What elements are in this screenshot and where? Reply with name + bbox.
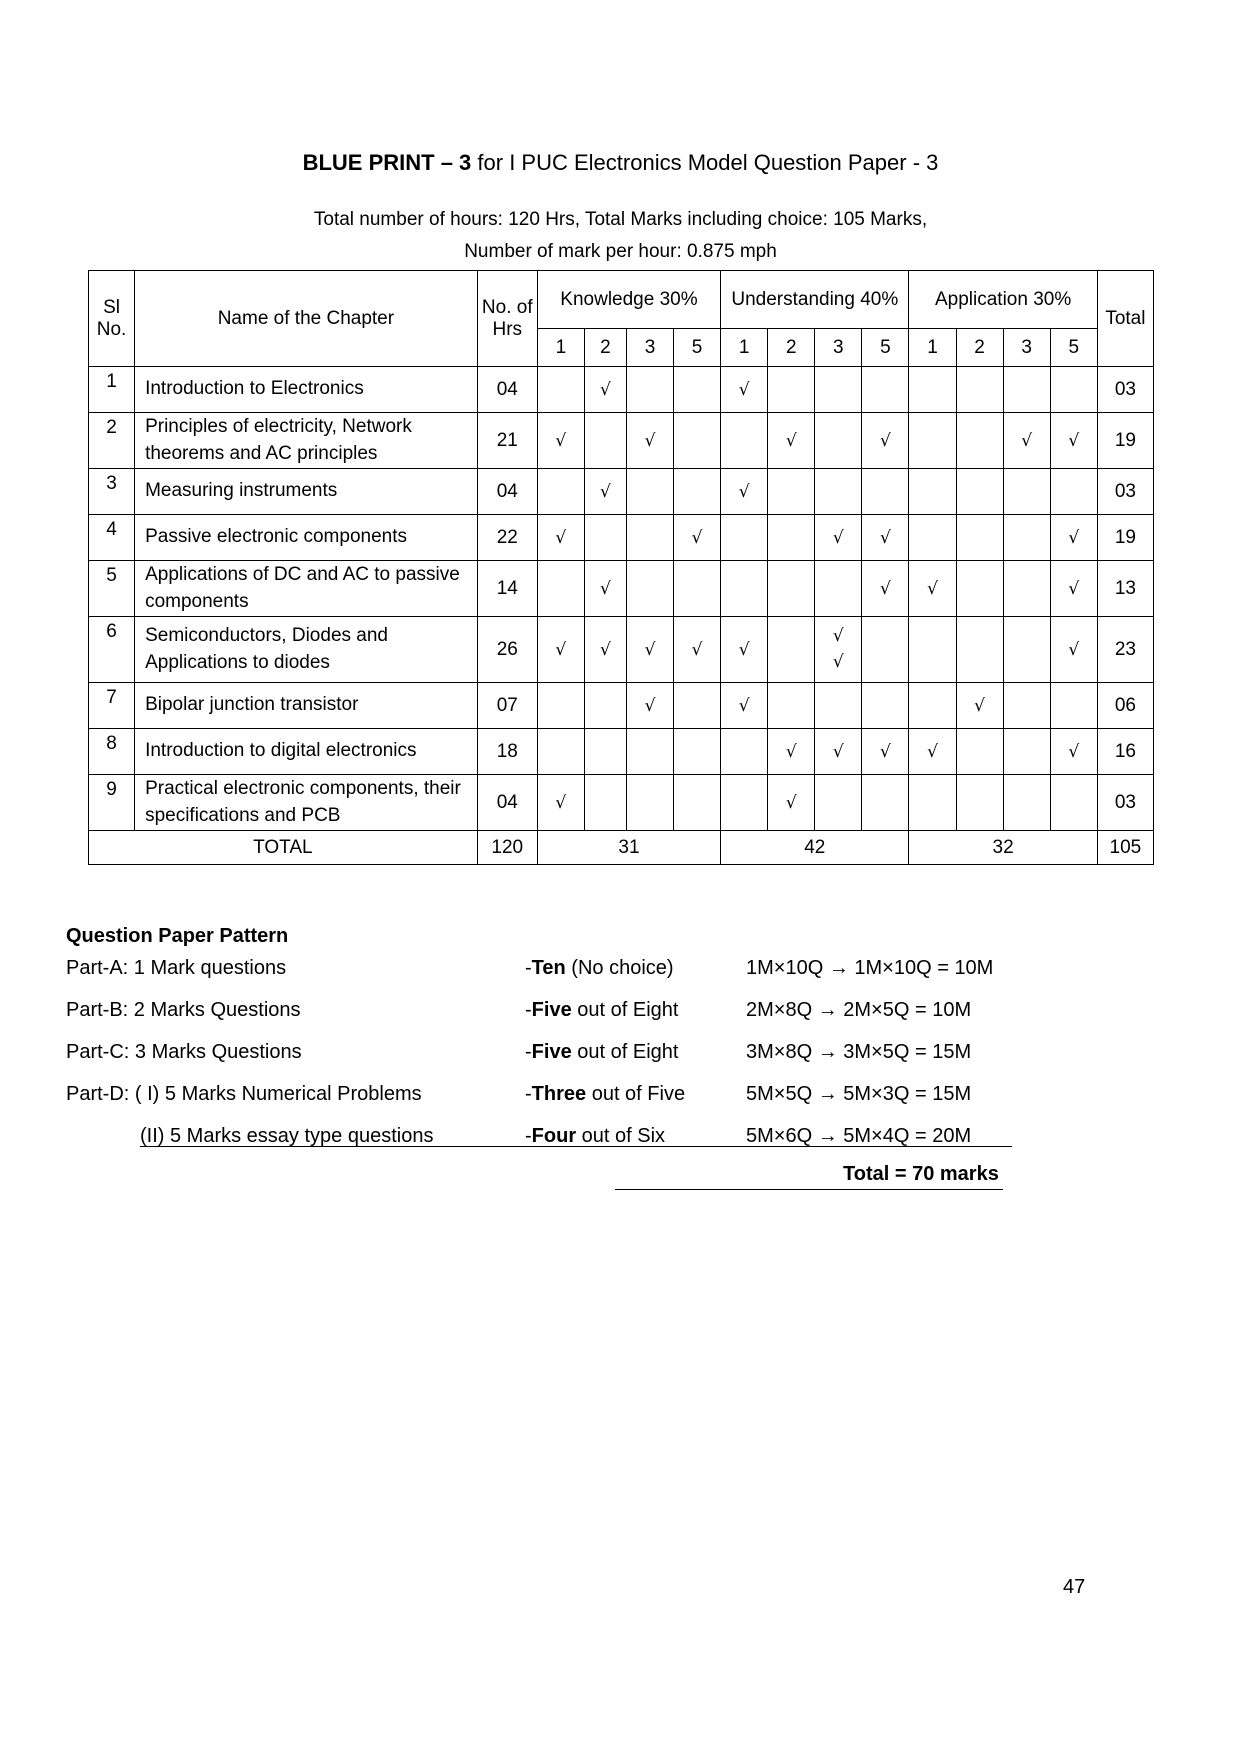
empty-cell bbox=[768, 469, 815, 515]
table-row bbox=[89, 515, 1154, 561]
row-total: 13 bbox=[1097, 561, 1153, 617]
blueprint-table-body bbox=[89, 367, 1154, 831]
subheader-mark: 2 bbox=[956, 329, 1003, 367]
row-sl-no: 6 bbox=[89, 617, 135, 683]
empty-cell bbox=[721, 775, 768, 831]
empty-cell bbox=[626, 515, 673, 561]
tick-mark-cell: √ bbox=[721, 469, 768, 515]
subheader-mark: 2 bbox=[584, 329, 626, 367]
table-row bbox=[89, 413, 1154, 469]
row-chapter-name: Applications of DC and AC to passive components bbox=[135, 561, 478, 617]
pattern-choice: -Ten (No choice) bbox=[525, 957, 674, 979]
pattern-choice: -Five out of Eight bbox=[525, 999, 679, 1021]
empty-cell bbox=[626, 729, 673, 775]
pattern-choice-bold: Four bbox=[531, 1125, 577, 1147]
tick-mark-cell: √ bbox=[1050, 617, 1097, 683]
empty-cell bbox=[956, 617, 1003, 683]
tick-mark-cell: √ bbox=[537, 413, 584, 469]
empty-cell bbox=[768, 515, 815, 561]
empty-cell bbox=[1050, 469, 1097, 515]
row-hours: 14 bbox=[477, 561, 537, 617]
pattern-choice: -Four out of Six bbox=[525, 1125, 666, 1147]
tick-mark-cell: √ bbox=[721, 617, 768, 683]
tick-mark-cell: √ bbox=[537, 617, 584, 683]
empty-cell bbox=[862, 617, 909, 683]
row-chapter-name: Introduction to Electronics bbox=[135, 367, 478, 413]
tick-mark-cell: √ bbox=[584, 561, 626, 617]
empty-cell bbox=[674, 367, 721, 413]
empty-cell bbox=[956, 515, 1003, 561]
pattern-calc: 1M×10Q → 1M×10Q = 10M bbox=[746, 957, 994, 979]
title-rest: for I PUC Electronics Model Question Paper - 3 bbox=[471, 150, 939, 175]
row-sl-no: 5 bbox=[89, 561, 135, 617]
empty-cell bbox=[909, 413, 956, 469]
row-hours: 07 bbox=[477, 683, 537, 729]
empty-cell bbox=[862, 469, 909, 515]
row-chapter-name: Practical electronic components, their specifications and PCB bbox=[135, 775, 478, 831]
subtitle-hours-marks: Total number of hours: 120 Hrs, Total Marks including choice: 105 Marks, bbox=[313, 209, 928, 230]
tick-mark-cell: √ bbox=[584, 617, 626, 683]
empty-cell bbox=[537, 367, 584, 413]
row-hours: 04 bbox=[477, 775, 537, 831]
total-label: TOTAL bbox=[89, 831, 478, 865]
empty-cell bbox=[626, 561, 673, 617]
pattern-calc: 2M×8Q → 2M×5Q = 10M bbox=[746, 999, 972, 1021]
empty-cell bbox=[862, 683, 909, 729]
row-sl-no: 1 bbox=[89, 367, 135, 413]
empty-cell bbox=[721, 729, 768, 775]
empty-cell bbox=[1003, 367, 1050, 413]
row-total: 06 bbox=[1097, 683, 1153, 729]
tick-mark-cell: √ bbox=[768, 729, 815, 775]
row-total: 16 bbox=[1097, 729, 1153, 775]
empty-cell bbox=[1003, 617, 1050, 683]
tick-mark-cell: √ bbox=[537, 775, 584, 831]
row-total: 19 bbox=[1097, 413, 1153, 469]
tick-mark-cell: √ bbox=[768, 413, 815, 469]
empty-cell bbox=[584, 775, 626, 831]
empty-cell bbox=[1003, 729, 1050, 775]
empty-cell bbox=[1003, 775, 1050, 831]
row-chapter-name: Semiconductors, Diodes and Applications to diodes bbox=[135, 617, 478, 683]
header-hours: No. of Hrs bbox=[477, 271, 537, 367]
row-hours: 21 bbox=[477, 413, 537, 469]
pattern-choice-rest: out of Eight bbox=[571, 999, 679, 1021]
empty-cell bbox=[674, 775, 721, 831]
tick-mark-cell: √ bbox=[1050, 561, 1097, 617]
pattern-underline bbox=[140, 1146, 1012, 1147]
subheader-mark: 3 bbox=[815, 329, 862, 367]
row-chapter-name: Bipolar junction transistor bbox=[135, 683, 478, 729]
empty-cell bbox=[537, 729, 584, 775]
header-application: Application 30% bbox=[909, 271, 1097, 329]
empty-cell bbox=[674, 683, 721, 729]
empty-cell bbox=[909, 683, 956, 729]
tick-mark-cell: √ bbox=[626, 413, 673, 469]
tick-mark-cell: √ bbox=[862, 515, 909, 561]
empty-cell bbox=[909, 617, 956, 683]
tick-mark-cell: √ bbox=[1003, 413, 1050, 469]
pattern-row bbox=[0, 1125, 1241, 1155]
pattern-choice-bold: Three bbox=[531, 1083, 587, 1105]
page-number: 47 bbox=[1063, 1576, 1086, 1598]
empty-cell bbox=[956, 775, 1003, 831]
table-row bbox=[89, 729, 1154, 775]
empty-cell bbox=[626, 469, 673, 515]
empty-cell bbox=[956, 561, 1003, 617]
tick-mark-cell: √ bbox=[768, 775, 815, 831]
row-sl-no: 8 bbox=[89, 729, 135, 775]
table-total-row bbox=[89, 831, 1154, 865]
row-total: 19 bbox=[1097, 515, 1153, 561]
pattern-row bbox=[0, 1041, 1241, 1071]
empty-cell bbox=[584, 413, 626, 469]
subheader-mark: 1 bbox=[721, 329, 768, 367]
empty-cell bbox=[1003, 683, 1050, 729]
tick-mark-cell bbox=[815, 617, 862, 683]
tick-mark-cell: √ bbox=[721, 683, 768, 729]
row-sl-no: 3 bbox=[89, 469, 135, 515]
empty-cell bbox=[1003, 469, 1050, 515]
tick-mark-cell: √ bbox=[674, 515, 721, 561]
tick-mark: √ bbox=[832, 651, 844, 672]
empty-cell bbox=[956, 413, 1003, 469]
pattern-choice-rest: out of Eight bbox=[571, 1041, 679, 1063]
empty-cell bbox=[815, 367, 862, 413]
header-chapter-name: Name of the Chapter bbox=[135, 271, 478, 367]
empty-cell bbox=[626, 775, 673, 831]
empty-cell bbox=[956, 469, 1003, 515]
total-underline bbox=[615, 1189, 1003, 1190]
empty-cell bbox=[537, 469, 584, 515]
pattern-choice-rest: (No choice) bbox=[565, 957, 674, 979]
subheader-mark: 5 bbox=[1050, 329, 1097, 367]
empty-cell bbox=[1050, 775, 1097, 831]
subheader-mark: 5 bbox=[862, 329, 909, 367]
tick-mark-cell: √ bbox=[1050, 729, 1097, 775]
pattern-choice-bold: Five bbox=[531, 1041, 572, 1063]
empty-cell bbox=[815, 683, 862, 729]
row-sl-no: 7 bbox=[89, 683, 135, 729]
empty-cell bbox=[862, 775, 909, 831]
empty-cell bbox=[584, 515, 626, 561]
pattern-choice-rest: out of Five bbox=[586, 1083, 686, 1105]
tick-mark: √ bbox=[832, 626, 844, 646]
total-application: 32 bbox=[909, 831, 1097, 865]
empty-cell bbox=[909, 469, 956, 515]
tick-mark-cell: √ bbox=[909, 729, 956, 775]
subtitle-mark-per-hour: Number of mark per hour: 0.875 mph bbox=[464, 241, 777, 262]
empty-cell bbox=[956, 367, 1003, 413]
row-sl-no: 9 bbox=[89, 775, 135, 831]
header-understanding: Understanding 40% bbox=[721, 271, 909, 329]
empty-cell bbox=[815, 413, 862, 469]
tick-mark-cell: √ bbox=[626, 617, 673, 683]
header-sl-no: Sl No. bbox=[89, 271, 135, 367]
pattern-part: Part-C: 3 Marks Questions bbox=[66, 1041, 302, 1063]
header-knowledge: Knowledge 30% bbox=[537, 271, 720, 329]
pattern-total: Total = 70 marks bbox=[843, 1163, 999, 1185]
header-total: Total bbox=[1097, 271, 1153, 367]
subheader-mark: 3 bbox=[626, 329, 673, 367]
empty-cell bbox=[956, 729, 1003, 775]
blueprint-table bbox=[88, 270, 1154, 865]
tick-mark-cell: √ bbox=[1050, 413, 1097, 469]
empty-cell bbox=[1050, 367, 1097, 413]
tick-mark-cell: √ bbox=[1050, 515, 1097, 561]
pattern-choice: -Three out of Five bbox=[525, 1083, 686, 1105]
row-total: 03 bbox=[1097, 367, 1153, 413]
empty-cell bbox=[537, 683, 584, 729]
pattern-part: (II) 5 Marks essay type questions bbox=[140, 1125, 434, 1147]
row-chapter-name: Principles of electricity, Network theorems and AC principles bbox=[135, 413, 478, 469]
empty-cell bbox=[815, 469, 862, 515]
pattern-calc: 5M×6Q → 5M×4Q = 20M bbox=[746, 1125, 972, 1147]
pattern-row bbox=[0, 957, 1241, 987]
total-marks: 105 bbox=[1097, 831, 1153, 865]
pattern-part: Part-A: 1 Mark questions bbox=[66, 957, 287, 979]
row-sl-no: 2 bbox=[89, 413, 135, 469]
total-knowledge: 31 bbox=[537, 831, 720, 865]
table-row bbox=[89, 367, 1154, 413]
empty-cell bbox=[768, 683, 815, 729]
empty-cell bbox=[768, 367, 815, 413]
empty-cell bbox=[721, 413, 768, 469]
row-hours: 04 bbox=[477, 367, 537, 413]
empty-cell bbox=[1003, 515, 1050, 561]
pattern-choice-bold: Five bbox=[531, 999, 572, 1021]
table-row bbox=[89, 561, 1154, 617]
empty-cell bbox=[674, 469, 721, 515]
tick-mark-cell: √ bbox=[815, 729, 862, 775]
empty-cell bbox=[909, 775, 956, 831]
subheader-mark: 1 bbox=[537, 329, 584, 367]
total-understanding: 42 bbox=[721, 831, 909, 865]
row-hours: 26 bbox=[477, 617, 537, 683]
subheader-mark: 2 bbox=[768, 329, 815, 367]
empty-cell bbox=[674, 413, 721, 469]
pattern-row bbox=[0, 1083, 1241, 1113]
pattern-choice: -Five out of Eight bbox=[525, 1041, 679, 1063]
empty-cell bbox=[674, 729, 721, 775]
row-chapter-name: Introduction to digital electronics bbox=[135, 729, 478, 775]
row-sl-no: 4 bbox=[89, 515, 135, 561]
empty-cell bbox=[626, 367, 673, 413]
empty-cell bbox=[537, 561, 584, 617]
empty-cell bbox=[721, 515, 768, 561]
tick-mark-cell: √ bbox=[956, 683, 1003, 729]
row-hours: 22 bbox=[477, 515, 537, 561]
row-chapter-name: Passive electronic components bbox=[135, 515, 478, 561]
tick-mark-cell: √ bbox=[721, 367, 768, 413]
empty-cell bbox=[674, 561, 721, 617]
empty-cell bbox=[815, 561, 862, 617]
pattern-calc: 3M×8Q → 3M×5Q = 15M bbox=[746, 1041, 972, 1063]
title-bold: BLUE PRINT – 3 bbox=[302, 150, 472, 175]
pattern-choice-bold: Ten bbox=[531, 957, 566, 979]
empty-cell bbox=[909, 515, 956, 561]
row-total: 23 bbox=[1097, 617, 1153, 683]
tick-mark-cell: √ bbox=[584, 469, 626, 515]
table-row bbox=[89, 469, 1154, 515]
pattern-part: Part-B: 2 Marks Questions bbox=[66, 999, 301, 1021]
row-chapter-name: Measuring instruments bbox=[135, 469, 478, 515]
pattern-row bbox=[0, 999, 1241, 1029]
row-total: 03 bbox=[1097, 469, 1153, 515]
empty-cell bbox=[584, 683, 626, 729]
tick-mark-cell: √ bbox=[815, 515, 862, 561]
pattern-calc: 5M×5Q → 5M×3Q = 15M bbox=[746, 1083, 972, 1105]
empty-cell bbox=[768, 561, 815, 617]
empty-cell bbox=[768, 617, 815, 683]
pattern-part: Part-D: ( I) 5 Marks Numerical Problems bbox=[66, 1083, 422, 1105]
empty-cell bbox=[1050, 683, 1097, 729]
tick-mark-cell: √ bbox=[909, 561, 956, 617]
tick-mark-cell: √ bbox=[584, 367, 626, 413]
row-total: 03 bbox=[1097, 775, 1153, 831]
table-row bbox=[89, 617, 1154, 683]
pattern-title: Question Paper Pattern bbox=[66, 925, 289, 947]
row-hours: 04 bbox=[477, 469, 537, 515]
empty-cell bbox=[1003, 561, 1050, 617]
subheader-mark: 5 bbox=[674, 329, 721, 367]
row-hours: 18 bbox=[477, 729, 537, 775]
page-title bbox=[0, 150, 1241, 176]
table-row bbox=[89, 775, 1154, 831]
empty-cell bbox=[909, 367, 956, 413]
table-row bbox=[89, 683, 1154, 729]
tick-mark-cell: √ bbox=[537, 515, 584, 561]
tick-mark-cell: √ bbox=[674, 617, 721, 683]
subheader-mark: 3 bbox=[1003, 329, 1050, 367]
empty-cell bbox=[584, 729, 626, 775]
tick-mark-cell: √ bbox=[626, 683, 673, 729]
empty-cell bbox=[862, 367, 909, 413]
tick-mark-cell: √ bbox=[862, 729, 909, 775]
tick-mark-cell: √ bbox=[862, 561, 909, 617]
empty-cell bbox=[815, 775, 862, 831]
subheader-mark: 1 bbox=[909, 329, 956, 367]
empty-cell bbox=[721, 561, 768, 617]
total-hours: 120 bbox=[477, 831, 537, 865]
pattern-choice-rest: out of Six bbox=[576, 1125, 666, 1147]
tick-mark-cell: √ bbox=[862, 413, 909, 469]
